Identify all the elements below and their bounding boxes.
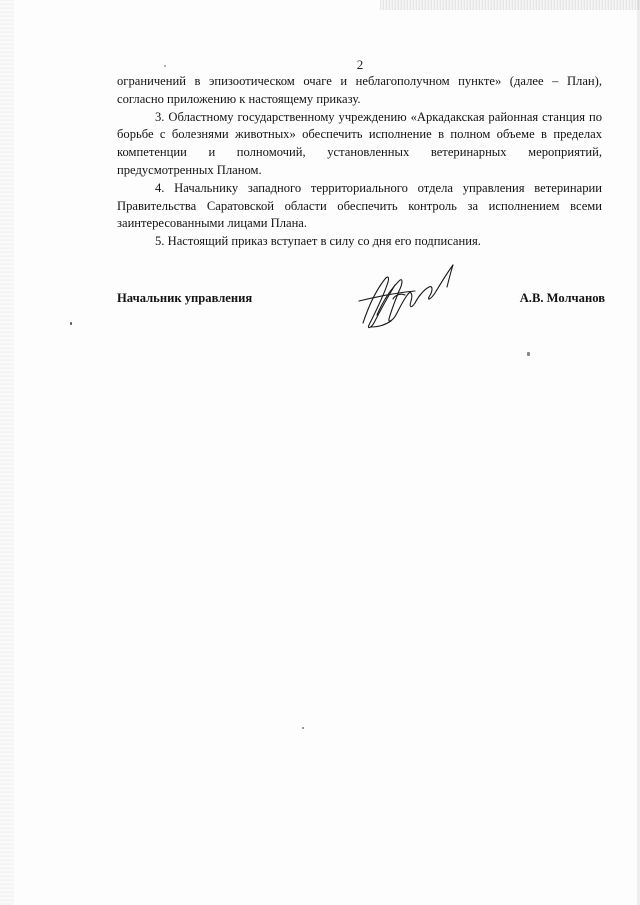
signatory-position: Начальник управления [117, 291, 253, 305]
document-body [117, 73, 602, 251]
signatory-name: А.В. Молчанов [519, 291, 605, 305]
scan-speck [527, 352, 530, 356]
scan-speck [164, 65, 166, 67]
scan-speck [70, 322, 72, 325]
page-number: 2 [356, 57, 364, 72]
scan-edge-artifact [0, 0, 14, 905]
paragraph-continuation: ограничений в эпизоотическом очаге и неблагополучном пункте» (далее – План), согласно приложению к настоящему приказу. [117, 74, 602, 106]
paragraph-item-3: 3. Областному государственному учреждению «Аркадакская районная станция по борьбе с болезнями животных» обеспечить исполнение в полном объеме в пределах компетенции и полномочий, установленных ветеринарных мероприятий, предусмотренных Планом. [117, 109, 602, 177]
scan-edge-artifact [380, 0, 640, 10]
paragraph-item-5: 5. Настоящий приказ вступает в силу со дня его подписания. [155, 234, 481, 249]
scan-speck [302, 727, 304, 729]
paragraph-item-4: 4. Начальнику западного территориального отдела управления ветеринарии Правительства Саратовской области обеспечить контроль за исполнением всеми заинтересованными лицами Плана. [117, 180, 602, 231]
handwritten-signature [355, 255, 465, 335]
